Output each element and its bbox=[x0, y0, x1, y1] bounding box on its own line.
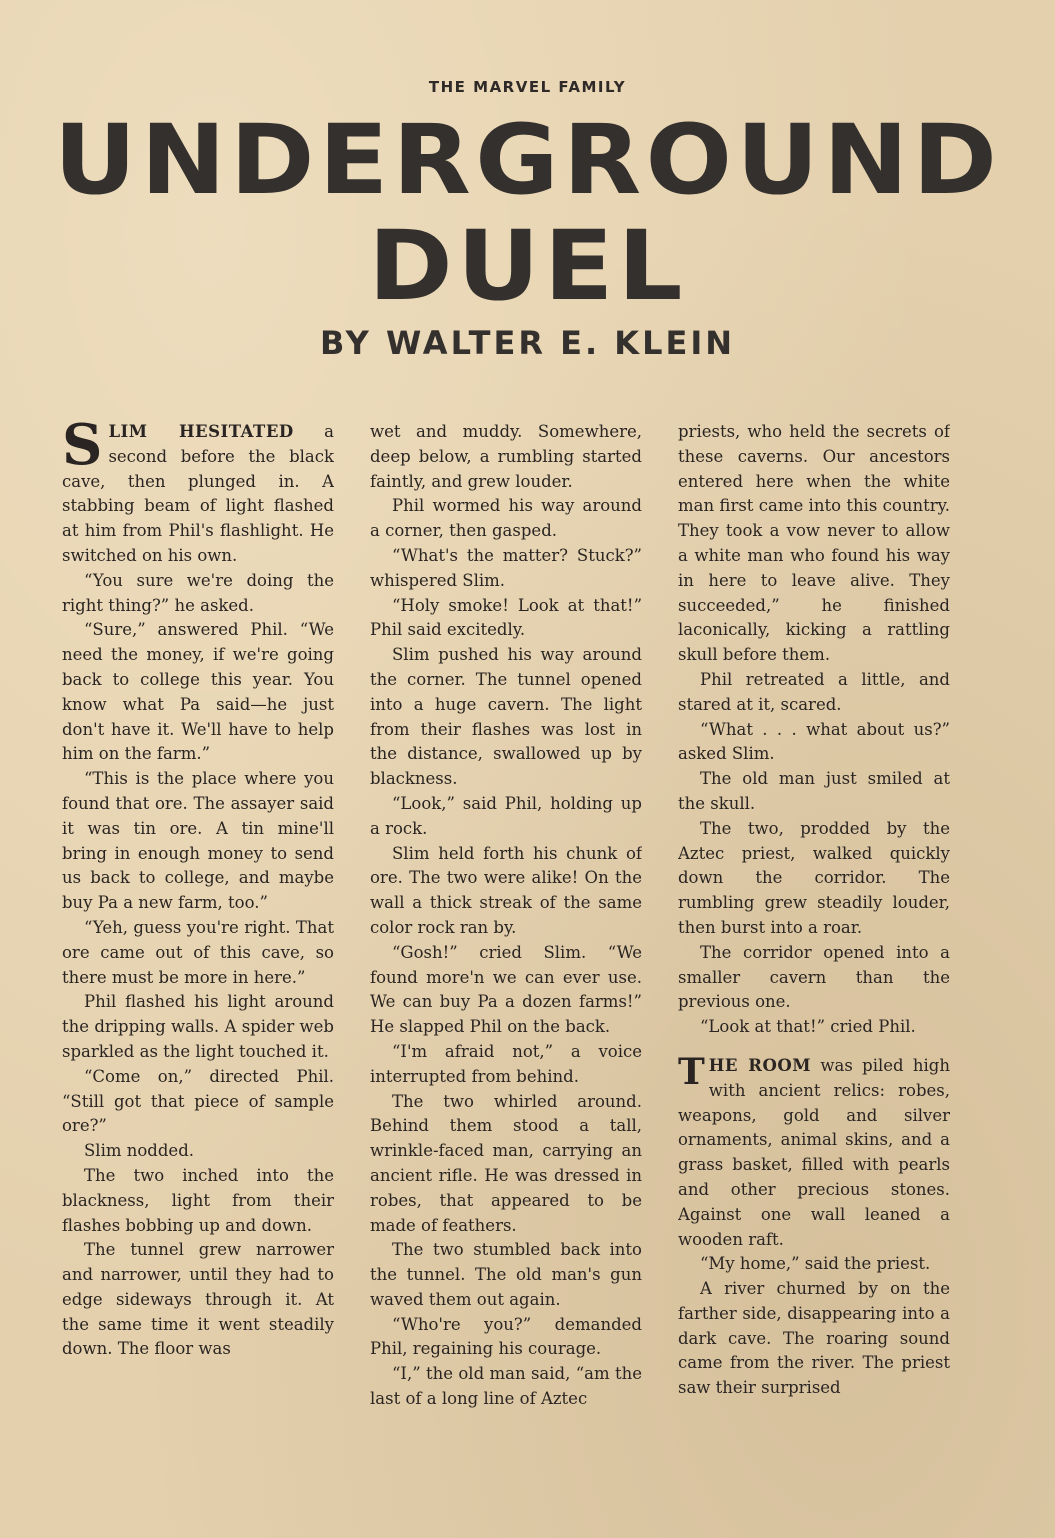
lead-text: a second before the black cave, then plunged in. A stabbing beam of light flashed at him from Phil's flashlight. He switched on his own. bbox=[62, 422, 334, 565]
paragraph: “Yeh, guess you're right. That ore came out of this cave, so there must be more in here.” bbox=[62, 917, 334, 987]
section-lead-caps: HE ROOM bbox=[708, 1055, 812, 1075]
paragraph: “I,” the old man said, “am the last of a long line of Aztec bbox=[370, 1364, 642, 1409]
section-opening-paragraph bbox=[678, 1050, 950, 1252]
text-column-2 bbox=[370, 420, 642, 1450]
paragraph: The old man just smiled at the skull. bbox=[678, 769, 950, 813]
paragraph: The two, prodded by the Aztec priest, walked quickly down the corridor. The rumbling grew steadily louder, then burst into a roar. bbox=[678, 818, 950, 937]
paragraph: The two inched into the blackness, light from their flashes bobbing up and down. bbox=[62, 1165, 334, 1235]
paragraph: “I'm afraid not,” a voice interrupted from behind. bbox=[370, 1041, 642, 1086]
section-lead-text: was piled high with ancient relics: robes, weapons, gold and silver ornaments, animal skins, and a grass basket, filled with pearls and other precious stones. Against one wall leaned a wooden raft. bbox=[678, 1055, 950, 1249]
story-title-line-2: DUEL bbox=[368, 210, 687, 322]
paragraph: Slim pushed his way around the corner. The tunnel opened into a huge cavern. The light from their flashes was lost in the distance, swallowed up by blackness. bbox=[370, 645, 642, 789]
lead-caps: LIM HESITATED bbox=[108, 422, 294, 441]
paragraph: “What . . . what about us?” asked Slim. bbox=[678, 719, 950, 764]
paragraph: “Look at that!” cried Phil. bbox=[700, 1017, 916, 1037]
paragraph: “Who're you?” demanded Phil, regaining his courage. bbox=[370, 1314, 642, 1359]
paragraph: “Sure,” answered Phil. “We need the money, if we're going back to college this year. You know what Pa said—he just don't have it. We'll have to help him on the farm.” bbox=[62, 620, 334, 764]
opening-paragraph bbox=[62, 420, 334, 569]
paragraph: Slim nodded. bbox=[84, 1141, 195, 1161]
paragraph: “This is the place where you found that ore. The assayer said it was tin ore. A tin mine'll bring in enough money to send us back to college, and maybe buy Pa a new farm, too.” bbox=[62, 769, 334, 913]
paragraph: Slim held forth his chunk of ore. The two were alike! On the wall a thick streak of the same color rock ran by. bbox=[370, 843, 642, 937]
paragraph: The corridor opened into a smaller cavern than the previous one. bbox=[678, 942, 950, 1012]
continued-paragraph: wet and muddy. Somewhere, deep below, a rumbling started faintly, and grew louder. bbox=[370, 422, 642, 491]
paragraph: “What's the matter? Stuck?” whispered Slim. bbox=[370, 545, 642, 590]
paragraph: “Come on,” directed Phil. “Still got that piece of sample ore?” bbox=[62, 1066, 334, 1136]
continued-paragraph: priests, who held the secrets of these caverns. Our ancestors entered here when the white man first came into this country. They took a vow never to allow a white man who found his way in here to leave alive. They succeeded,” he finished laconically, kicking a rattling skull before them. bbox=[678, 422, 950, 665]
paragraph: Phil retreated a little, and stared at it, scared. bbox=[678, 669, 950, 714]
paragraph: “Holy smoke! Look at that!” Phil said excitedly. bbox=[370, 595, 642, 640]
paragraph: Phil flashed his light around the dripping walls. A spider web sparkled as the light touched it. bbox=[62, 992, 334, 1061]
paragraph: “My home,” said the priest. bbox=[700, 1254, 931, 1274]
paragraph: The two whirled around. Behind them stood a tall, wrinkle-faced man, carrying an ancient rifle. He was dressed in robes, that appeared to be made of feathers. bbox=[370, 1091, 642, 1235]
paragraph: The tunnel grew narrower and narrower, until they had to edge sideways through it. At the same time it went steadily down. The floor was bbox=[62, 1240, 334, 1359]
running-head: THE MARVEL FAMILY bbox=[428, 78, 627, 96]
paragraph: The two stumbled back into the tunnel. The old man's gun waved them out again. bbox=[370, 1240, 642, 1309]
text-column-1 bbox=[62, 420, 334, 1450]
drop-cap: S bbox=[62, 420, 103, 478]
paragraph: “Look,” said Phil, holding up a rock. bbox=[370, 793, 642, 838]
paragraph: “You sure we're doing the right thing?” he asked. bbox=[62, 570, 334, 615]
paragraph: Phil wormed his way around a corner, then gasped. bbox=[370, 496, 642, 541]
text-column-3 bbox=[678, 420, 950, 1450]
paragraph: A river churned by on the farther side, disappearing into a dark cave. The roaring sound came from the river. The priest saw their surprised bbox=[678, 1279, 950, 1398]
story-title-line-1: UNDERGROUND bbox=[53, 104, 1002, 216]
paragraph: “Gosh!” cried Slim. “We found more'n we can ever use. We can buy Pa a dozen farms!” He slapped Phil on the back. bbox=[370, 942, 642, 1037]
byline: BY WALTER E. KLEIN bbox=[319, 324, 736, 362]
section-drop-cap: T bbox=[678, 1050, 705, 1093]
